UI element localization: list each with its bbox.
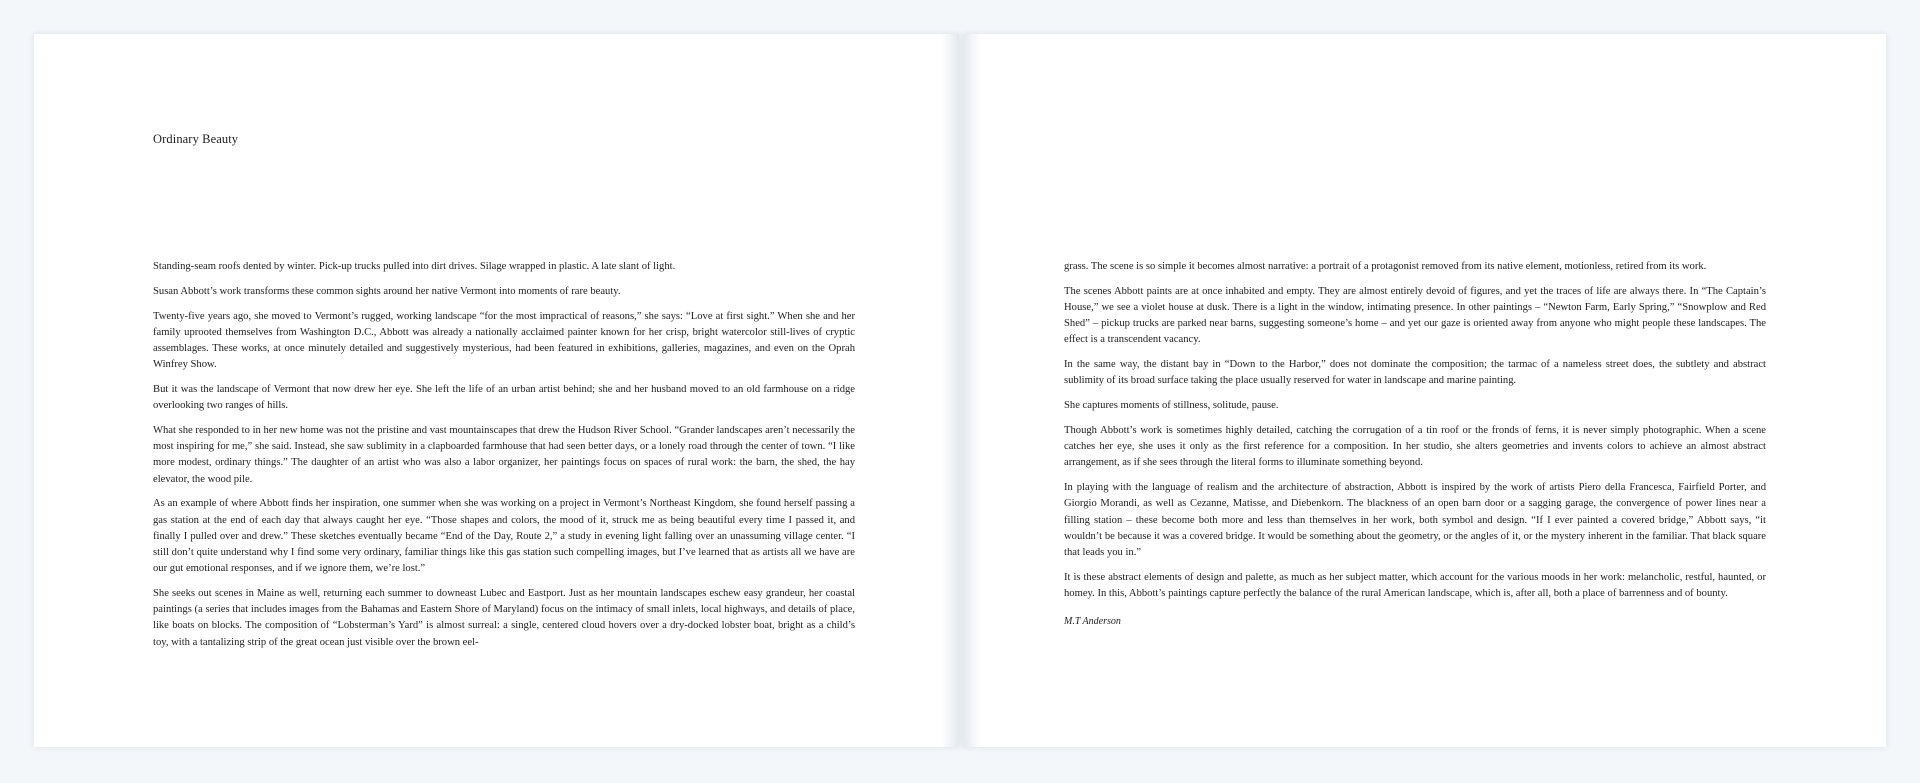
paragraph: The scenes Abbott paints are at once inhabited and empty. They are almost entirely devoid of figures, and yet the traces of life are always there. In “The Captain’s House,” we see a violet house at dusk. There is a light in the window, intimating presence. In other paintings – “Newton Farm, Early Spring,” “Snowplow and Red Shed” – pickup trucks are parked near barns, suggesting someone’s home – and yet our gaze is oriented away from anyone who might people these landscapes. The effect is a transcendent vacancy. [1064, 285, 1766, 346]
right-page-gutter-shadow [963, 34, 981, 747]
right-page [963, 34, 1886, 747]
page-title: Ordinary Beauty [153, 132, 239, 146]
paragraph: grass. The scene is so simple it becomes almost narrative: a portrait of a protagonist removed from its native element, motionless, retired from its work. [1064, 261, 1707, 272]
paragraph: Twenty-five years ago, she moved to Vermont’s rugged, working landscape “for the most impractical of reasons,” she says: “Love at first sight.” When she and her family uprooted themselves from Washington D.C., Abbott was already a nationally acclaimed painter known for her crisp, bright watercolor still-lives of cryptic assemblages. These works, at once minutely detailed and suggestively mysterious, had been featured in exhibitions, galleries, magazines, and even on the Oprah Winfrey Show. [153, 310, 855, 371]
left-text-column [153, 259, 855, 659]
paragraph: As an example of where Abbott finds her inspiration, one summer when she was working on a project in Vermont’s Northeast Kingdom, she found herself passing a gas station at the end of each day that always caught her eye. “Those shapes and colors, the mood of it, struck me as being beautiful every time I passed it, and finally I pulled over and drew.” These sketches eventually became “End of the Day, Route 2,” a study in evening light falling over an unassuming village center. “I still don’t quite understand why I find some very ordinary, familiar things like this gas station such compelling images, but I’ve learned that as artists all we have are our gut emotional responses, and if we ignore them, we’re lost.” [153, 498, 855, 575]
paragraph: In the same way, the distant bay in “Down to the Harbor,” does not dominate the composition; the tarmac of a nameless street does, the subtlety and abstract sublimity of its broad surface taking the place usually reserved for water in landscape and marine painting. [1064, 359, 1766, 387]
paragraph: Though Abbott’s work is sometimes highly detailed, catching the corrugation of a tin roof or the fronds of ferns, it is never simply photographic. When a scene catches her eye, she uses it only as the first reference for a composition. In her studio, she alters geometries and invents colors to achieve an almost abstract arrangement, as if she sees through the literal forms to illuminate something beyond. [1064, 425, 1766, 469]
paragraph: She captures moments of stillness, solitude, pause. [1064, 400, 1279, 412]
left-page [34, 34, 959, 747]
author-signature: M.T Anderson [1064, 616, 1121, 628]
paragraph: In playing with the language of realism and the architecture of abstraction, Abbott is inspired by the work of artists Piero della Francesca, Fairfield Porter, and Giorgio Morandi, as well as Cezanne, Matisse, and Diebenkorn. The blackness of an open barn door or a sagging garage, the convergence of power lines near a filling station – these become both more and less than themselves in her work, both symbol and design. “If I ever painted a covered bridge,” Abbott says, “it wouldn’t be because it was a covered bridge. It would be something about the geometry, or the angles of it, or the mystery inherent in the familiar. That black square that leads you in.” [1064, 482, 1766, 559]
book-spread [34, 34, 1886, 747]
paragraph: It is these abstract elements of design and palette, as much as her subject matter, which account for the various moods in her work: melancholic, restful, haunted, or homey. In this, Abbott’s paintings capture perfectly the balance of the rural American landscape, which is, after all, both a place of barrenness and of bounty. [1064, 571, 1766, 600]
paragraph: What she responded to in her new home was not the pristine and vast mountainscapes that drew the Hudson River School. “Grander landscapes aren’t necessarily the most inspiring for me,” she said. Instead, she saw sublimity in a clapboarded farmhouse that had seen better days, or a lonely road through the center of town. “I like more modest, ordinary things.” The daughter of an artist who was also a labor organizer, her paintings focus on spaces of rural work: the barn, the shed, the hay elevator, the wood pile. [153, 425, 855, 485]
paragraph: Standing-seam roofs dented by winter. Pick-up trucks pulled into dirt drives. Silage wrapped in plastic. A late slant of light. [153, 261, 676, 272]
paragraph: Susan Abbott’s work transforms these common sights around her native Vermont into moments of rare beauty. [153, 285, 621, 297]
paragraph: But it was the landscape of Vermont that now drew her eye. She left the life of an urban artist behind; she and her husband moved to an old farmhouse on a ridge overlooking two ranges of hills. [153, 384, 855, 412]
left-page-gutter-shadow [941, 34, 959, 747]
paragraph: She seeks out scenes in Maine as well, returning each summer to downeast Lubec and Eastport. Just as her mountain landscapes eschew easy grandeur, her coastal paintings (a series that includes images from the Bahamas and Eastern Shore of Maryland) focus on the intimacy of small inlets, local highways, and details of place, like boats on blocks. The composition of “Lobsterman’s Yard” is almost surreal: a single, centered cloud hovers over a dry-docked lobster boat, bright as a child’s toy, with a tantalizing strip of the great ocean just visible over the brown eel- [153, 588, 855, 648]
right-text-column [1064, 259, 1766, 639]
